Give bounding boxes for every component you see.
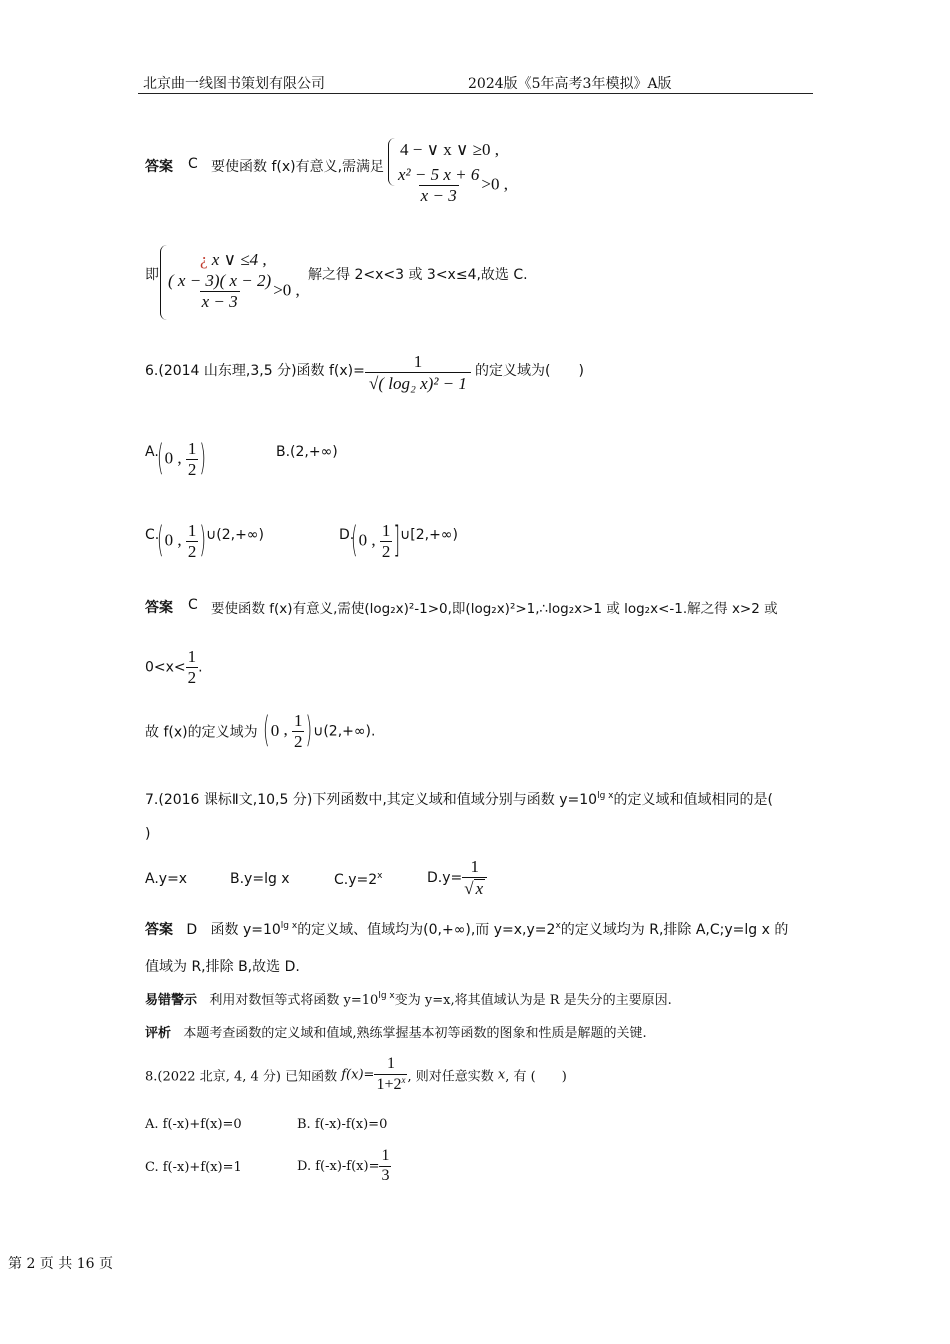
q8-frac-den-text: 1+2 xyxy=(376,1075,402,1093)
q7-stem-line2: ) xyxy=(145,826,151,842)
q5-answer-choice: C xyxy=(188,156,198,172)
header-right: 2024版《5年高考3年模拟》A版 xyxy=(468,76,672,92)
q6-answer-line2 xyxy=(145,648,203,687)
q7-opt-c-text: C.y=2 xyxy=(334,872,378,888)
q5-answer-text: 要使函数 f(x)有意义,需满足 xyxy=(211,159,385,175)
q8-var: x xyxy=(497,1067,506,1083)
q7-answer-sup2: x xyxy=(555,921,561,931)
q6-opt-a-den: 2 xyxy=(187,459,197,479)
q8-opt-d xyxy=(297,1148,391,1185)
q7-answer-text-2: 的定义域、值域均为(0,+∞),而 y=x,y=2 xyxy=(297,922,556,938)
q6-answer-line3: 故 f(x)的定义域为 (0 , $\frac{1}{2}$ )∪(2,+∞). xyxy=(145,710,376,753)
q7-answer-label: 答案 xyxy=(145,922,173,938)
q6-opt-c-zero: 0 xyxy=(164,530,174,550)
q6-opt-a-num: 1 xyxy=(187,439,197,458)
q6-opt-d-num: 1 xyxy=(381,521,391,540)
q8-opt-b: B. f(-x)-f(x)=0 xyxy=(297,1117,388,1132)
q6-answer-line3-tail: ∪(2,+∞). xyxy=(313,723,376,740)
q6-opt-a-label: A. xyxy=(145,444,159,460)
q8-tail: , 则对任意实数 xyxy=(407,1069,494,1085)
q6-opt-d-label: D. xyxy=(339,527,355,543)
q5-answer-label: 答案 xyxy=(145,159,173,175)
q8-frac-den xyxy=(374,1074,407,1094)
q5-frac1-tail: >0 , xyxy=(481,174,508,194)
q5-frac2-num: ( x − 3)( x − 2) xyxy=(168,271,272,290)
page-footer: 第 2 页 共 16 页 xyxy=(8,1256,113,1272)
q7-opt-d-den-var: x xyxy=(475,878,484,898)
q8-tail2: , 有 ( ) xyxy=(505,1069,567,1085)
q8-opt-d-den: 3 xyxy=(381,1166,390,1184)
q6-opt-a-zero: 0 xyxy=(164,448,174,468)
q5-cond1: 4 − ∨ x ∨ ≥0 , xyxy=(400,140,500,159)
q5-frac2 xyxy=(166,272,300,311)
q6-frac xyxy=(365,353,471,393)
q7-opt-d-den: √ x xyxy=(462,877,487,898)
q6-frac-den: √( log₂ x)² − 1 xyxy=(365,372,471,393)
q7-review-text: 本题考查函数的定义域和值域,熟练掌握基本初等函数的图象和性质是解题的关键. xyxy=(183,1026,647,1041)
q6-opt-d-tail: ∪[2,+∞) xyxy=(400,527,458,543)
q7-opt-d xyxy=(427,858,487,898)
q6-answer-text: 要使函数 f(x)有意义,需使(log₂x)²-1>0,即(log₂x)²>1,∴log₂x>1 或 log₂x<-1.解之得 x>2 或 xyxy=(211,601,778,617)
q7-warning-sup: lg x xyxy=(378,991,395,1001)
q7-answer-sup: lg x xyxy=(280,921,298,931)
q7-stem xyxy=(145,789,773,809)
q5-cond2-prefix: ¿ xyxy=(200,250,208,269)
q6-opt-c-expr: (0 , $\frac{1}{2}$ ) xyxy=(157,520,207,563)
q8-eq: = xyxy=(363,1067,375,1083)
q7-opt-c xyxy=(334,871,382,888)
q8-fx: f(x) xyxy=(341,1067,364,1083)
q6-answer-choice: C xyxy=(188,597,198,613)
q5-frac1 xyxy=(396,166,508,205)
q6-answer-line2-num: 1 xyxy=(187,647,197,666)
q6-answer-line3-num: 1 xyxy=(293,711,303,730)
q6-stem: 6.(2014 山东理,3,5 分)函数 f(x)= xyxy=(145,363,365,379)
q8-stem xyxy=(145,1056,567,1094)
q6-answer-line2-den: 2 xyxy=(187,667,197,687)
q8-stem-text: 8.(2022 北京, 4, 4 分) 已知函数 xyxy=(145,1069,338,1085)
q6-answer-label: 答案 xyxy=(145,600,173,616)
q8-opt-d-num: 1 xyxy=(381,1147,390,1164)
q7-opt-b: B.y=lg x xyxy=(230,871,290,887)
q7-opt-d-text: D.y= xyxy=(427,869,463,886)
q6-opt-c-label: C. xyxy=(145,527,160,543)
q8-frac-den-sup: x xyxy=(401,1074,406,1085)
q5-brace-1 xyxy=(388,138,395,186)
q7-answer xyxy=(145,919,788,939)
q7-stem-tail: 的定义域和值域相同的是( xyxy=(613,792,773,808)
q7-warning-label: 易错警示 xyxy=(145,993,198,1008)
q6-opt-c-den: 2 xyxy=(187,541,197,561)
q6-answer-line3-den: 2 xyxy=(293,731,303,751)
q6-tail: 的定义域为( ) xyxy=(475,363,584,379)
q6-opt-d-expr: (0 , $\frac{1}{2}$ ] xyxy=(351,520,401,563)
q8-opt-d-text: D. f(-x)-f(x)= xyxy=(297,1158,380,1174)
q7-answer-line2: 值域为 R,排除 B,故选 D. xyxy=(145,959,300,975)
q7-answer-text-1: 函数 y=10 xyxy=(210,922,281,938)
q7-warning xyxy=(145,989,672,1008)
q8-frac-num: 1 xyxy=(386,1055,395,1072)
q6-answer-line3-zero: 0 xyxy=(270,721,280,741)
q7-review-label: 评析 xyxy=(145,1026,172,1041)
q6-answer-line3-text: 故 f(x)的定义域为 xyxy=(145,724,258,741)
q6-opt-a-expr: (0 , $\frac{1}{2}$ ) xyxy=(157,438,207,481)
q5-frac1-num: x² − 5 x + 6 xyxy=(398,165,480,184)
q5-ji: 即 xyxy=(145,267,159,283)
q6-opt-c-tail: ∪(2,+∞) xyxy=(206,527,264,543)
q5-cond2-text: x ∨ ≤4 , xyxy=(211,250,267,269)
q6-opt-d-den: 2 xyxy=(381,541,391,561)
q7-opt-c-sup: x xyxy=(377,871,383,881)
q5-frac2-den: x − 3 xyxy=(201,291,238,311)
q7-stem-text: 7.(2016 课标Ⅱ文,10,5 分)下列函数中,其定义域和值域分别与函数 y=10 xyxy=(145,792,598,808)
q7-review xyxy=(145,1022,647,1041)
q7-answer-choice: D xyxy=(186,922,198,938)
q6-opt-d-zero: 0 xyxy=(358,530,368,550)
q6-opt-c-num: 1 xyxy=(187,521,197,540)
q7-stem-sup: lg x xyxy=(597,791,614,801)
q5-frac2-tail: >0 , xyxy=(273,280,300,300)
q8-opt-a: A. f(-x)+f(x)=0 xyxy=(145,1117,242,1132)
q5-frac1-den: x − 3 xyxy=(420,185,457,205)
q6-answer-line2-tail: . xyxy=(198,659,203,676)
q6-answer-line2-text: 0<x< xyxy=(145,659,186,676)
header-divider xyxy=(138,93,813,94)
q7-opt-a: A.y=x xyxy=(145,871,188,887)
q7-opt-d-num: 1 xyxy=(470,857,479,876)
q5-cond2 xyxy=(200,250,267,270)
q7-answer-text-3: 的定义域均为 R,排除 A,C;y=lg x 的 xyxy=(560,922,789,938)
q5-conclusion: 解之得 2<x<3 或 3<x≤4,故选 C. xyxy=(308,267,528,283)
header-left: 北京曲一线图书策划有限公司 xyxy=(143,76,325,92)
q8-opt-c: C. f(-x)+f(x)=1 xyxy=(145,1160,242,1175)
q7-warning-text-1: 利用对数恒等式将函数 y=10 xyxy=(209,993,379,1008)
q6-frac-num: 1 xyxy=(413,352,423,371)
q6-opt-b: B.(2,+∞) xyxy=(276,444,338,460)
q7-warning-text-2: 变为 y=x,将其值域认为是 R 是失分的主要原因. xyxy=(394,993,672,1008)
